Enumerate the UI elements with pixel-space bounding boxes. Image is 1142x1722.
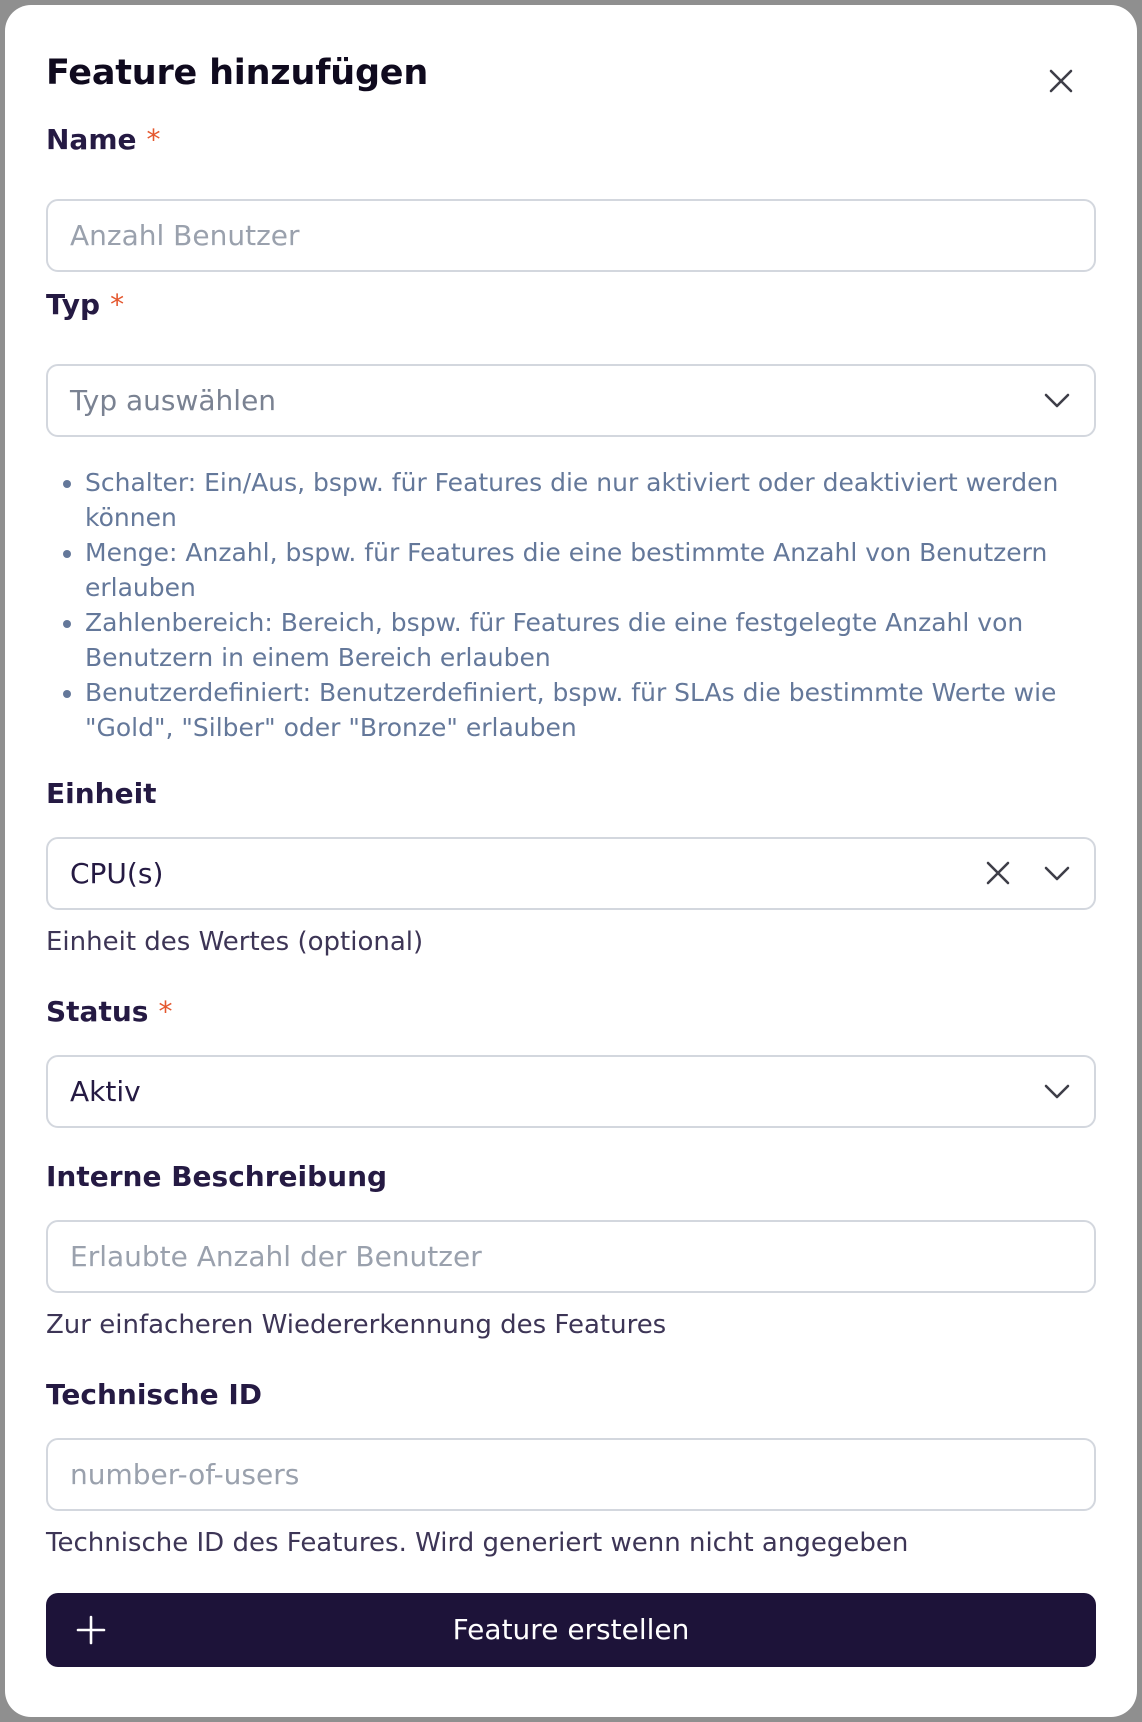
name-label — [46, 123, 161, 156]
create-feature-button-label: Feature erstellen — [452, 1613, 690, 1646]
internal-description-label — [46, 1160, 387, 1193]
name-field[interactable] — [46, 199, 1096, 272]
name-input[interactable] — [48, 201, 1094, 270]
clear-icon[interactable] — [984, 859, 1012, 887]
technical-id-label — [46, 1378, 262, 1411]
unit-label — [46, 777, 157, 810]
type-label — [46, 288, 124, 321]
unit-label-text: Einheit — [46, 777, 157, 810]
unit-select[interactable] — [46, 837, 1096, 910]
dialog-title: Feature hinzufügen — [46, 53, 429, 93]
unit-select-value: CPU(s) — [70, 857, 164, 890]
technical-id-label-text: Technische ID — [46, 1378, 263, 1411]
status-label-text: Status — [46, 995, 149, 1028]
internal-description-label-text: Interne Beschreibung — [46, 1160, 388, 1193]
type-select[interactable] — [46, 364, 1096, 437]
chevron-down-icon — [1042, 1079, 1072, 1103]
type-label-text: Typ — [46, 288, 101, 321]
required-mark: * — [146, 123, 161, 156]
required-mark: * — [110, 288, 125, 321]
type-help-item: • Zahlenbereich: Bereich, bspw. für Features die eine festgelegte Anzahl von Benutzern in einem Bereich erlauben — [85, 605, 1142, 675]
create-feature-button[interactable] — [46, 1593, 1096, 1667]
status-label — [46, 995, 172, 1028]
type-help-item: • Menge: Anzahl, bspw. für Features die eine bestimmte Anzahl von Benutzern erlauben — [85, 535, 1142, 605]
internal-description-input[interactable] — [48, 1222, 1094, 1291]
type-help-item: • Benutzerdefiniert: Benutzerdefiniert, bspw. für SLAs die bestimmte Werte wie "Gold", "Silber" oder "Bronze" erlauben — [85, 675, 1142, 745]
name-label-text: Name — [46, 123, 137, 156]
status-select[interactable] — [46, 1055, 1096, 1128]
internal-description-field[interactable] — [46, 1220, 1096, 1293]
technical-id-input[interactable] — [48, 1440, 1094, 1509]
chevron-down-icon — [1042, 388, 1072, 412]
status-select-value: Aktiv — [70, 1075, 141, 1108]
type-select-placeholder: Typ auswählen — [70, 384, 277, 417]
type-help-item: • Schalter: Ein/Aus, bspw. für Features die nur aktiviert oder deaktiviert werden können — [85, 465, 1142, 535]
type-options-help — [46, 465, 1142, 745]
add-feature-dialog — [5, 5, 1137, 1717]
close-icon[interactable] — [1041, 61, 1081, 101]
unit-help-text: Einheit des Wertes (optional) — [46, 927, 424, 957]
internal-description-help-text: Zur einfacheren Wiedererkennung des Features — [46, 1310, 667, 1340]
technical-id-help-text: Technische ID des Features. Wird generiert wenn nicht angegeben — [46, 1528, 909, 1558]
technical-id-field[interactable] — [46, 1438, 1096, 1511]
required-mark: * — [158, 995, 173, 1028]
chevron-down-icon — [1042, 861, 1072, 885]
